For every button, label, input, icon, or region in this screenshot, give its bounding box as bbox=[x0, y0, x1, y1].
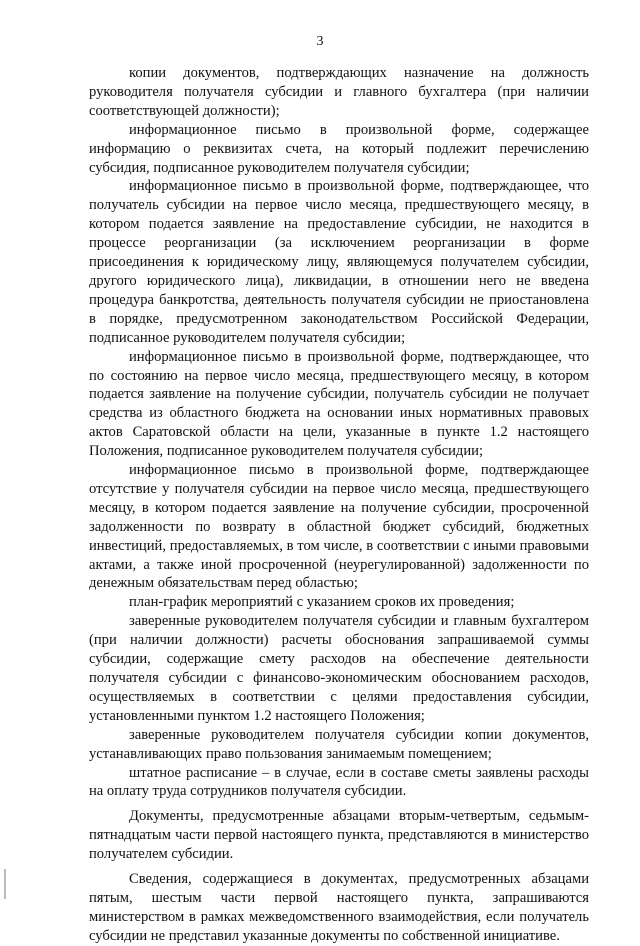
paragraph-bank-details-letter: информационное письмо в произвольной форме, содержащее информацию о реквизитах счета, на который подлежит перечислению субсидия, подписанное руководителем получателя субсидии; bbox=[89, 121, 589, 176]
paragraph-cost-estimate: заверенные руководителем получателя субсидии и главным бухгалтером (при наличии должности) расчеты обоснования запрашиваемой суммы субсидии, содержащие смету расходов на обеспечение деятельности получателя субсидии с финансово-экономическим обоснованием расходов, осуществляемых в соответствии с целями предоставления субсидии, установленными пунктом 1.2 настоящего Положения; bbox=[89, 613, 589, 724]
page-number: 3 bbox=[316, 34, 324, 49]
paragraph-copies-of-documents: копии документов, подтверждающих назначение на должность руководителя получателя субсидии и главного бухгалтера (при наличии соответствующей должности); bbox=[89, 65, 589, 119]
paragraph-no-reorganization-letter: информационное письмо в произвольной форме, подтверждающее, что получатель субсидии на первое число месяца, предшествующего месяцу, в котором подается заявление на предоставление субсидии, не находится в процессе реорганизации (за исключением реорганизации в форме присоединения к юридическому лицу, являющемуся получателем субсидии, другого юридического лица), ликвидации, в отношении него не введена процедура банкротства, деятельность получателя субсидии не приостановлена в порядке, предусмотренном законодательством Российской Федерации, подписанное руководителем получателя субсидии; bbox=[89, 178, 589, 346]
paragraph-no-other-funding-letter: информационное письмо в произвольной форме, подтверждающее, что по состоянию на первое число месяца, предшествующего месяцу, в котором подается заявление на получение субсидии, получатель субсидии не получает средства из областного бюджета на основании иных нормативных правовых актов Саратовской области на цели, указанные в пункте 1.2 настоящего Положения, подписанное руководителем получателя субсидии; bbox=[89, 348, 589, 460]
paragraph-staff-schedule: штатное расписание – в случае, если в составе сметы заявлены расходы на оплату труда сотрудников получателя субсидии. bbox=[89, 764, 589, 800]
paragraph-interagency-request: Сведения, содержащиеся в документах, предусмотренных абзацами пятым, шестым части первой настоящего пункта, запрашиваются министерством в рамках межведомственного взаимодействия, если получатель субсидии не представил указанные документы по собственной инициативе. bbox=[89, 871, 589, 944]
paragraph-no-overdue-debt-letter: информационное письмо в произвольной форме, подтверждающее отсутствие у получателя субсидии на первое число месяца, предшествующего месяцу, в котором подается заявление на получение субсидии, просроченной задолженности по возврату в областной бюджет субсидий, бюджетных инвестиций, предоставляемых, в том числе, в соответствии с иными правовыми актами, а также иной просроченной (неурегулированной) задолженности по денежным обязательствам перед областью; bbox=[89, 462, 589, 592]
paragraph-action-plan: план-график мероприятий с указанием сроков их проведения; bbox=[129, 594, 515, 611]
document-body bbox=[89, 64, 589, 946]
scan-edge-mark bbox=[4, 869, 6, 899]
paragraph-premises-documents: заверенные руководителем получателя субсидии копии документов, устанавливающих право пользования занимаемым помещением; bbox=[89, 726, 589, 762]
paragraph-documents-submitted: Документы, предусмотренные абзацами вторым-четвертым, седьмым-пятнадцатым части первой настоящего пункта, представляются в министерство получателем субсидии. bbox=[89, 808, 589, 863]
